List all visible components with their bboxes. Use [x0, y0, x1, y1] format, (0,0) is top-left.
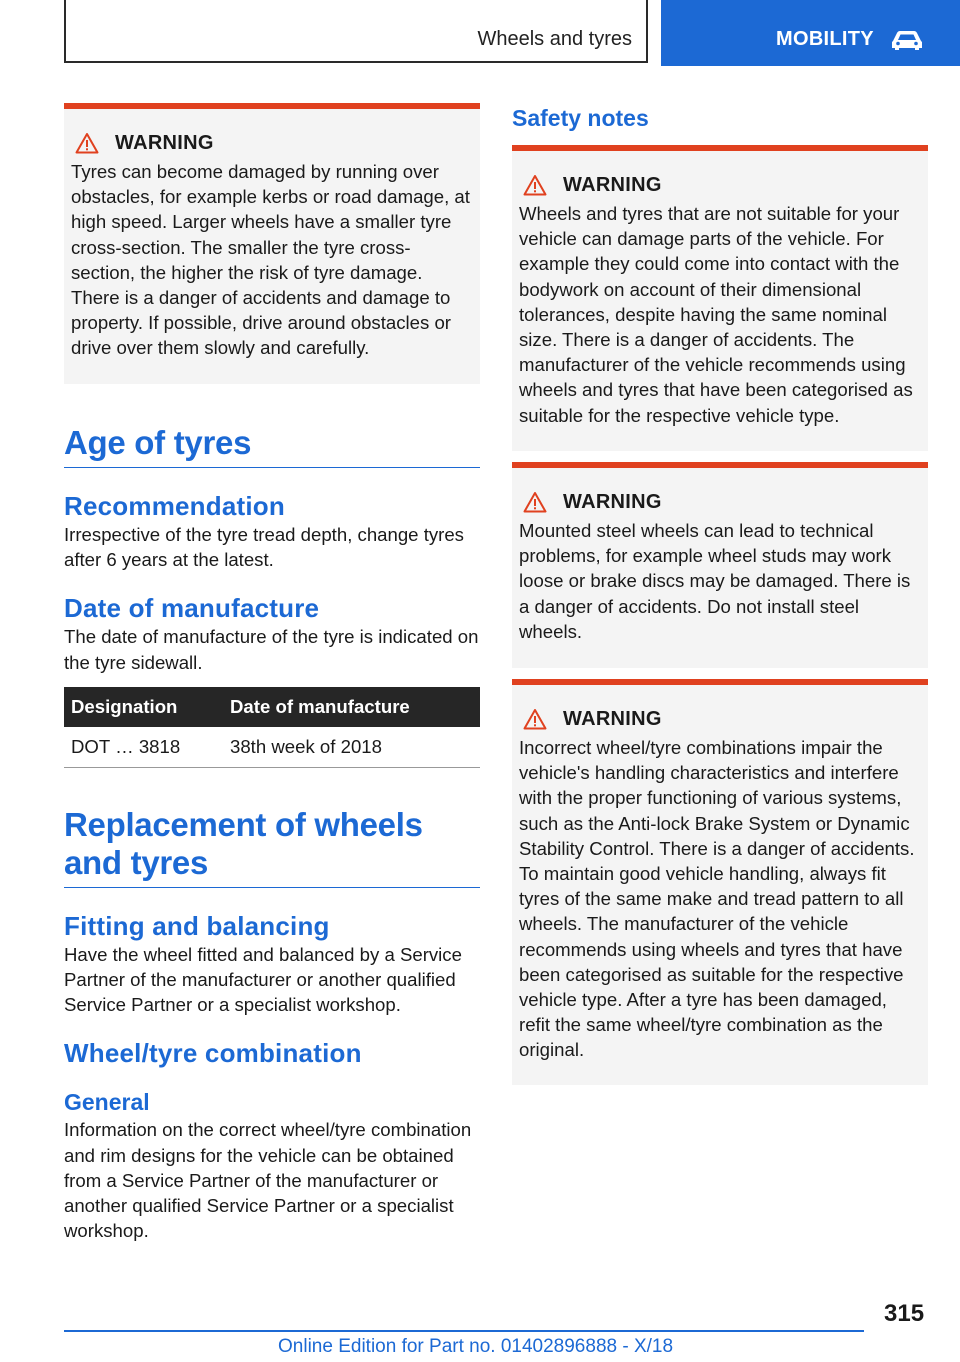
mobility-label: MOBILITY [776, 28, 874, 50]
table-row [64, 727, 480, 768]
section-title: Wheels and tyres [477, 28, 632, 50]
warning-box [512, 462, 928, 668]
left-column [64, 103, 480, 1243]
warning-box [64, 103, 480, 384]
general-text: Information on the correct wheel/tyre combination and rim designs for the vehicle can be obtained from a Service Partner of the manufacturer or another qualified Service Partner or a specialist workshop. [64, 1119, 472, 1242]
table-header-row [64, 687, 480, 727]
safety-notes-heading: Safety notes [512, 105, 649, 131]
wheel-tyre-combination-heading: Wheel/tyre combination [64, 1038, 362, 1069]
car-icon [889, 28, 925, 52]
fitting-balancing-text: Have the wheel fitted and balanced by a Service Partner of the manufacturer or another qualified Service Partner or a specialist workshop. [64, 943, 462, 1016]
mobility-tab[interactable] [661, 0, 960, 66]
table-cell-date: 38th week of 2018 [223, 727, 480, 768]
warning-triangle-icon [523, 708, 547, 730]
warning-label: WARNING [563, 707, 662, 730]
table-header-date: Date of manufacture [223, 687, 480, 727]
footer-divider [64, 1330, 864, 1332]
fitting-balancing-heading: Fitting and balancing [64, 910, 330, 941]
table-header-designation: Designation [64, 687, 223, 727]
warning-text: Tyres can become damaged by running over obstacles, for example kerbs or road damage, at high speed. Larger wheels have a smaller tyre cross-section. The smaller the tyre cross-section, the higher the risk of tyre damage. There is a danger of accidents and damage to property. If possible, drive around obstacles or drive over them slowly and carefully. [71, 161, 470, 359]
page-header [64, 0, 960, 66]
date-of-manufacture-text: The date of manufacture of the tyre is indicated on the tyre sidewall. [64, 626, 479, 673]
warning-text: Mounted steel wheels can lead to technical problems, for example wheel studs may work loose or brake discs may be damaged. There is a danger of accidents. Do not install steel wheels. [519, 520, 911, 642]
age-of-tyres-heading: Age of tyres [64, 424, 480, 468]
page-number: 315 [884, 1300, 925, 1327]
warning-text: Incorrect wheel/tyre combinations impair the vehicle's handling characteristics and interfere with the proper functioning of various systems, such as the Anti-lock Brake System or Dynamic Stability Control. There is a danger of accidents. To maintain good vehicle handling, always fit tyres of the same make and tread pattern to all wheels. The manufacturer of the vehicle recommends using wheels and tyres that have been categorised as suitable for the respective vehicle type. After a tyre has been damaged, refit the same wheel/tyre combination as the original. [519, 737, 915, 1061]
warning-label: WARNING [563, 173, 662, 196]
general-heading: General [64, 1089, 150, 1116]
warning-label: WARNING [115, 131, 214, 154]
section-tab[interactable] [64, 0, 648, 63]
date-of-manufacture-heading: Date of manufacture [64, 593, 320, 624]
warning-triangle-icon [523, 174, 547, 196]
warning-header [519, 490, 921, 514]
warning-text: Wheels and tyres that are not suitable for your vehicle can damage parts of the vehicle. For example they could come into contact with the bodywork on account of their dimensional tolerances, despite having the same nominal size. There is a danger of accidents. The manufacturer of the vehicle recommends using wheels and tyres that have been categorised as suitable for the respective vehicle type. [519, 203, 913, 426]
warning-box [512, 145, 928, 451]
table-cell-designation: DOT … 3818 [64, 727, 223, 768]
right-column [512, 103, 928, 1085]
replacement-heading: Replacement of wheels and tyres [64, 806, 480, 888]
warning-box [512, 679, 928, 1085]
manufacture-date-table [64, 687, 480, 768]
edition-text: Online Edition for Part no. 01402896888 - X/18 [278, 1336, 674, 1357]
warning-header [519, 173, 921, 197]
warning-label: WARNING [563, 490, 662, 513]
recommendation-heading: Recommendation [64, 491, 285, 521]
warning-triangle-icon [75, 132, 99, 154]
recommendation-text: Irrespective of the tyre tread depth, change tyres after 6 years at the latest. [64, 524, 464, 571]
warning-header [71, 131, 473, 155]
warning-header [519, 707, 921, 731]
warning-triangle-icon [523, 491, 547, 513]
